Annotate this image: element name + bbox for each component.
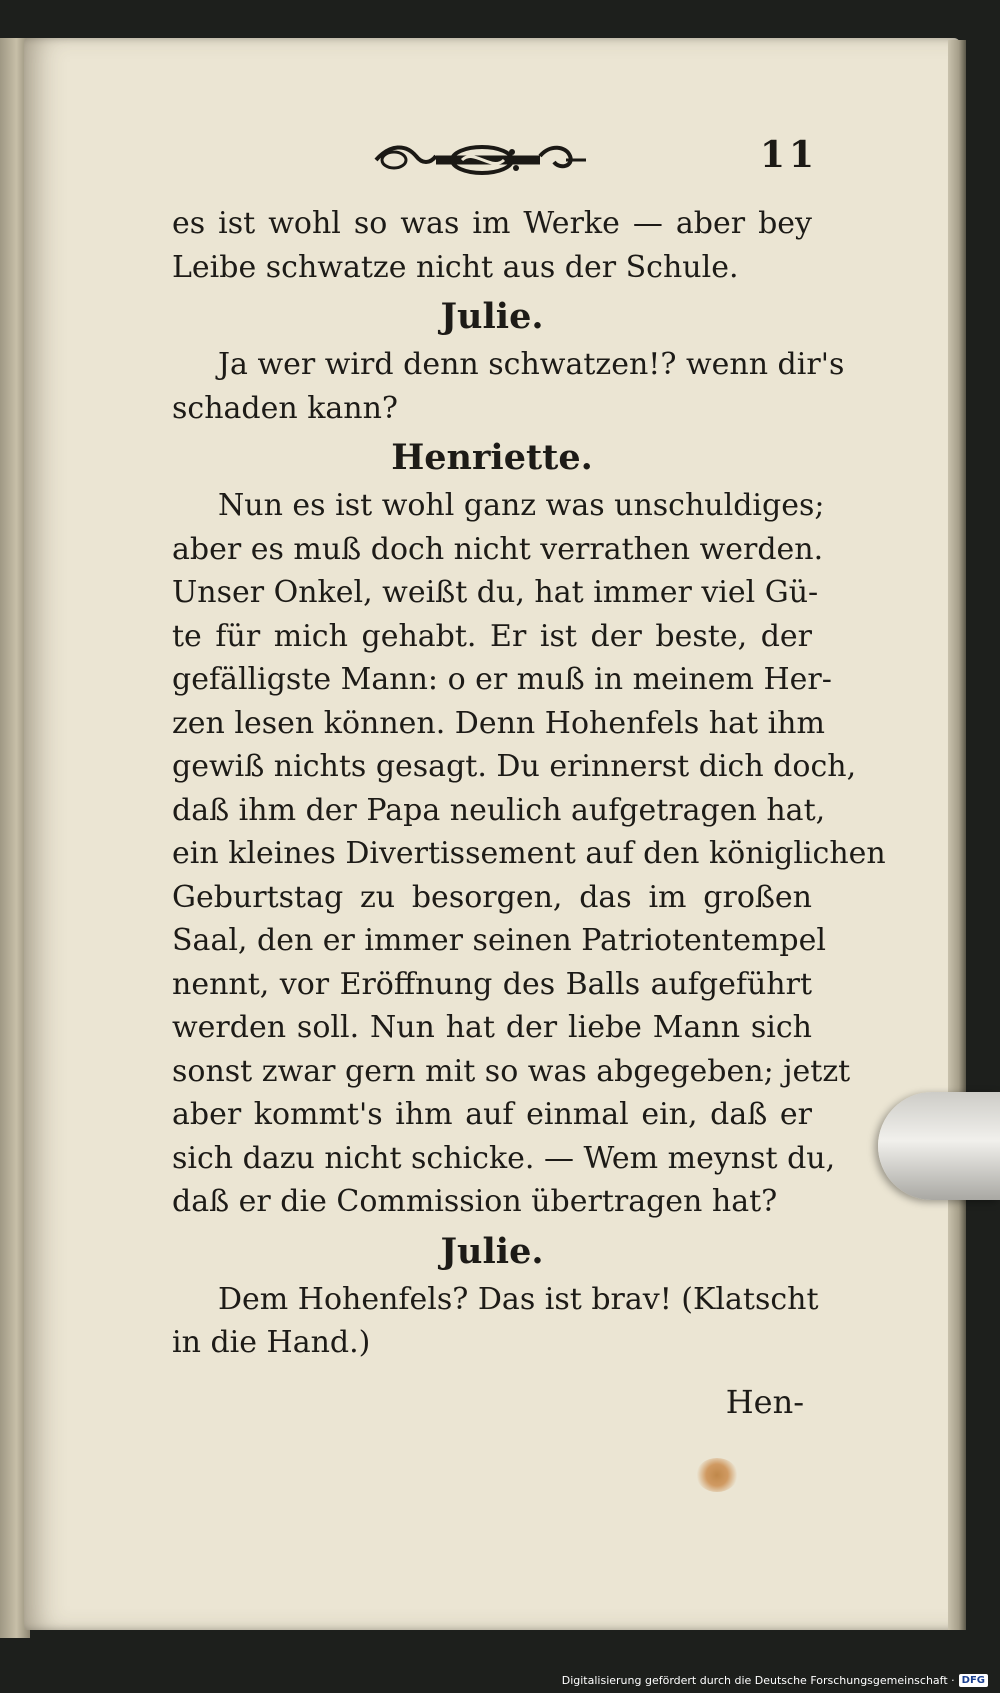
text-line: Ja wer wird denn schwatzen!? wenn dir's <box>218 347 845 382</box>
speaker-name: Julie. <box>440 1230 544 1272</box>
catchword: Hen- <box>725 1382 804 1421</box>
dfg-logo-icon: DFG <box>959 1674 988 1687</box>
text-line: Leibe schwatze nicht aus der Schule. <box>172 249 739 285</box>
text-line: Saal, den er immer seinen Patriotentempel <box>172 923 826 958</box>
text-line: es ist wohl so was im Werke — aber bey <box>172 206 812 241</box>
speaker-name: Henriette. <box>391 437 593 478</box>
text-line: Unser Onkel, weißt du, hat immer viel Gü- <box>172 575 819 610</box>
text-line: sonst zwar gern mit so was abgegeben; jetzt <box>172 1053 851 1089</box>
text-line: te für mich gehabt. Er ist der beste, der <box>172 618 812 654</box>
text-line: Dem Hohenfels? Das ist brav! (Klatscht <box>218 1281 819 1317</box>
text-line: ein kleines Divertissement auf den königlichen <box>172 836 886 871</box>
digitization-footer <box>562 1672 988 1688</box>
text-line: nennt, vor Eröffnung des Balls aufgeführt <box>172 966 812 1002</box>
text-line: werden soll. Nun hat der liebe Mann sich <box>172 1010 812 1045</box>
page-text-block <box>172 202 886 1424</box>
text-line: gewiß nichts gesagt. Du erinnerst dich doch, <box>172 749 857 784</box>
page-fore-edge <box>948 40 966 1630</box>
text-line: gefälligste Mann: o er muß in meinem Her- <box>172 662 832 697</box>
text-line: zen lesen können. Denn Hohenfels hat ihm <box>172 705 825 741</box>
speaker-name: Julie. <box>440 296 544 337</box>
text-line: daß ihm der Papa neulich aufgetragen hat, <box>172 792 826 828</box>
decorative-ornament-icon <box>370 138 590 182</box>
text-line: Geburtstag zu besorgen, das im großen <box>172 879 812 915</box>
text-line: sich dazu nicht schicke. — Wem meynst du, <box>172 1140 836 1176</box>
page-holder-clip <box>878 1092 1000 1200</box>
text-line: daß er die Commission übertragen hat? <box>172 1184 778 1219</box>
text-line: Nun es ist wohl ganz was unschuldiges; <box>218 488 825 523</box>
text-line: aber es muß doch nicht verrathen werden. <box>172 531 824 567</box>
text-line: schaden kann? <box>172 390 399 426</box>
text-line: in die Hand.) <box>172 1325 371 1360</box>
page-number: 11 <box>760 134 819 176</box>
paper-stain <box>696 1458 738 1492</box>
text-line: aber kommt's ihm auf einmal ein, daß er <box>172 1097 812 1132</box>
footer-credit: Digitalisierung gefördert durch die Deutsche Forschungsgemeinschaft · <box>561 1673 955 1687</box>
